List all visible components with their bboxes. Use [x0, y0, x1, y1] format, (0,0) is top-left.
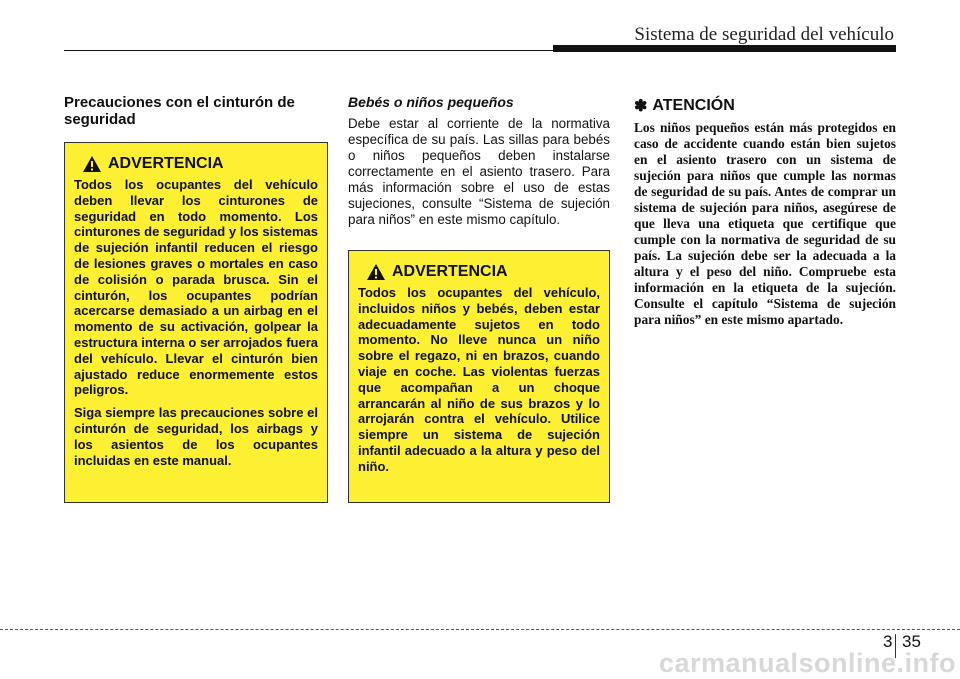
- warning-title: ADVERTENCIA: [108, 155, 224, 172]
- chapter-number: 3: [883, 632, 893, 651]
- warning-title-row: [366, 263, 600, 281]
- body-paragraph: Debe estar al corriente de la normativa específica de su país. Las sillas para bebés o niños pequeños deben instalarse correctamente en el asiento trasero. Para más información sobre el uso de estas sujeciones, consulte “Sistema de sujeción para niños” en este mismo capítulo.: [348, 116, 610, 227]
- column-2: [348, 94, 610, 228]
- warning-title: ADVERTENCIA: [392, 263, 508, 280]
- page-number: 35: [902, 632, 921, 651]
- warning-box-children: [348, 250, 610, 503]
- warning-paragraph: Todos los ocupantes del vehículo, incluidos niños y bebés, deben estar adecuadamente sujetos en todo momento. No lleve nunca un niño sobre el regazo, ni en brazos, cuando viaje en coche. Las violentas fuerzas que acompañan a un choque arrancarán al niño de sus brazos y lo arrojarán contra el vehículo. Utilice siempre un sistema de sujeción infantil adecuado a la altura y peso del niño.: [358, 285, 600, 474]
- warning-paragraph: Siga siempre las precauciones sobre el cinturón de seguridad, los airbags y los asientos de los ocupantes incluidas en este manual.: [74, 405, 318, 468]
- attention-paragraph: Los niños pequeños están más protegidos en caso de accidente cuando están bien sujetos en el asiento trasero con un sistema de sujeción para niños que cumple las normas de seguridad de su país. Antes de comprar un sistema de sujeción para niños, asegúrese de que lleva una etiqueta que certifique que cumple con la normativa de seguridad de su país. La sujeción debe ser la adecuada a la altura y el peso del niño. Compruebe esta información en la etiqueta de la sujeción. Consulte el capítulo “Sistema de sujeción para niños” en este mismo apartado.: [634, 120, 896, 327]
- attention-heading: [634, 96, 896, 116]
- sub-heading: Bebés o niños pequeños: [348, 94, 514, 110]
- attention-title: ATENCIÓN: [652, 97, 735, 114]
- asterisk-icon: ✽: [634, 98, 648, 115]
- header-title: Sistema de seguridad del vehículo: [634, 24, 894, 45]
- warning-paragraph: Todos los ocupantes del vehículo deben llevar los cinturones de seguridad en todo momento. Los cinturones de seguridad y los sistemas de sujeción infantil reducen el riesgo de lesiones graves o mortales en caso de colisión o parada brusca. Sin el cinturón, los ocupantes podrían acercarse demasiado a un airbag en el momento de su activación, golpear la estructura interna o ser arrojados fuera del vehículo. Llevar el cinturón bien ajustado reduce enormemente estos peligros.: [74, 177, 318, 398]
- column-1: [64, 94, 328, 128]
- header-rule-thick: [553, 45, 896, 52]
- column-3: [634, 94, 896, 328]
- footer-dashed-rule: [0, 629, 960, 630]
- watermark: carmanualsonline.info: [658, 648, 956, 678]
- header-rule-thin: [64, 50, 554, 51]
- section-heading: Precauciones con el cinturón de seguridad: [64, 94, 295, 128]
- warning-triangle-icon: [366, 263, 386, 281]
- warning-box-seatbelt: [64, 142, 328, 503]
- warning-triangle-icon: [82, 155, 102, 173]
- warning-title-row: [82, 155, 318, 173]
